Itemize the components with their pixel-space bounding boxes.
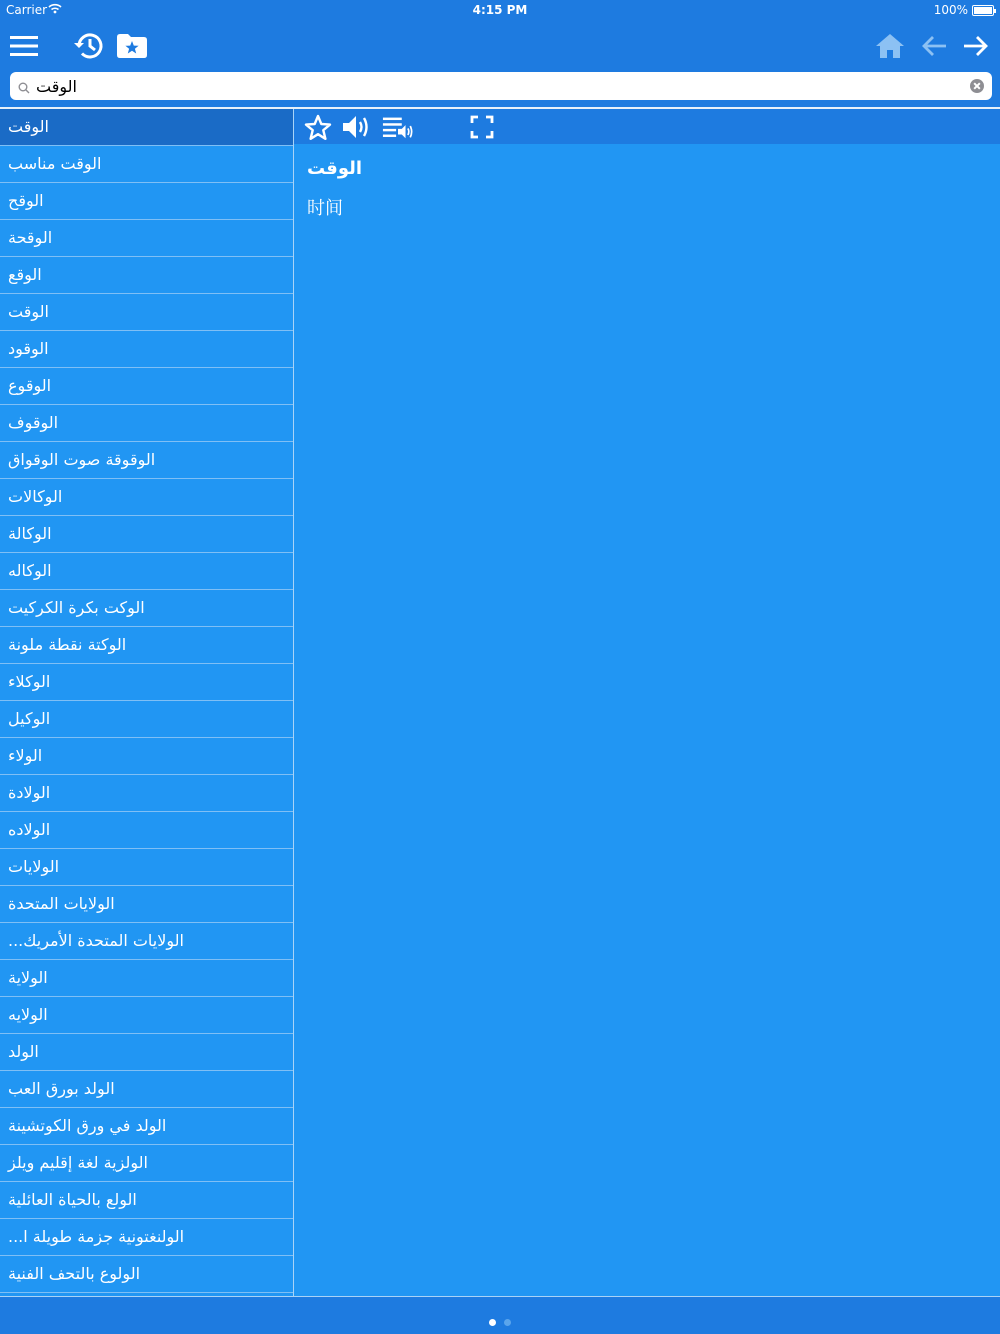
favorites-folder-icon[interactable] bbox=[112, 26, 152, 66]
list-item[interactable]: الولايات bbox=[0, 849, 293, 886]
fullscreen-icon[interactable] bbox=[466, 111, 498, 143]
list-item[interactable]: الوكت بكرة الكركيت bbox=[0, 590, 293, 627]
battery-percent: 100% bbox=[933, 3, 968, 17]
main-toolbar bbox=[0, 22, 1000, 70]
list-item[interactable]: الولزية لغة إقليم ويلز bbox=[0, 1145, 293, 1182]
list-item[interactable]: الوكالات bbox=[0, 479, 293, 516]
back-arrow-icon[interactable] bbox=[914, 26, 954, 66]
list-item[interactable]: الوقت مناسب bbox=[0, 146, 293, 183]
list-item[interactable]: الولد في ورق الكوتشينة bbox=[0, 1108, 293, 1145]
list-item[interactable]: الوقود bbox=[0, 331, 293, 368]
list-item[interactable]: الوقح bbox=[0, 183, 293, 220]
list-item[interactable]: الولادة bbox=[0, 775, 293, 812]
forward-arrow-icon[interactable] bbox=[956, 26, 996, 66]
page-dot[interactable] bbox=[489, 1319, 496, 1326]
list-item[interactable]: الولد bbox=[0, 1034, 293, 1071]
list-item[interactable]: الولوع بالتحف الفنية bbox=[0, 1256, 293, 1293]
status-bar bbox=[0, 0, 1000, 22]
list-item[interactable]: الولع بالحياة العائلية bbox=[0, 1182, 293, 1219]
list-item[interactable]: الولاده bbox=[0, 812, 293, 849]
page-indicator[interactable] bbox=[0, 1311, 1000, 1330]
playlist-audio-icon[interactable] bbox=[382, 111, 414, 143]
list-item[interactable]: الوقوقة صوت الوقواق bbox=[0, 442, 293, 479]
translation: 时间 bbox=[307, 198, 343, 219]
list-item[interactable]: الوقوف bbox=[0, 405, 293, 442]
list-item[interactable]: الوقحة bbox=[0, 220, 293, 257]
search-field[interactable] bbox=[10, 72, 992, 100]
speaker-icon[interactable] bbox=[340, 111, 372, 143]
battery-icon bbox=[972, 5, 994, 16]
star-icon[interactable] bbox=[302, 111, 334, 143]
menu-icon[interactable] bbox=[4, 26, 44, 66]
headword: الوقت bbox=[307, 158, 363, 179]
search-bar bbox=[0, 70, 1000, 107]
carrier-label: Carrier bbox=[6, 3, 48, 17]
list-item[interactable]: الولاء bbox=[0, 738, 293, 775]
list-item[interactable]: الوقت bbox=[0, 109, 293, 146]
list-item[interactable]: الولد بورق العب bbox=[0, 1071, 293, 1108]
list-item[interactable]: الوكلاء bbox=[0, 664, 293, 701]
list-item[interactable]: الوقع bbox=[0, 257, 293, 294]
list-item[interactable]: الولايات المتحدة bbox=[0, 886, 293, 923]
word-list[interactable] bbox=[0, 109, 293, 1296]
home-icon[interactable] bbox=[870, 26, 910, 66]
list-item[interactable]: الوكتة نقطة ملونة bbox=[0, 627, 293, 664]
list-item[interactable]: ...الولايات المتحدة الأمريك bbox=[0, 923, 293, 960]
definition-panel bbox=[294, 144, 1000, 1296]
list-item[interactable]: الوكاله bbox=[0, 553, 293, 590]
list-item[interactable]: الوكالة bbox=[0, 516, 293, 553]
list-item[interactable]: الوقت bbox=[0, 294, 293, 331]
page-dot[interactable] bbox=[504, 1319, 511, 1326]
clear-search-icon[interactable] bbox=[970, 79, 984, 93]
list-item[interactable]: الوكيل bbox=[0, 701, 293, 738]
detail-toolbar bbox=[294, 109, 1000, 144]
clock: 4:15 PM bbox=[472, 3, 528, 17]
bottom-bar bbox=[0, 1297, 1000, 1334]
history-icon[interactable] bbox=[68, 26, 108, 66]
list-item[interactable]: الولايه bbox=[0, 997, 293, 1034]
search-icon bbox=[18, 79, 30, 98]
list-item[interactable]: ...الولنغتونية جزمة طويلة ا bbox=[0, 1219, 293, 1256]
search-input[interactable] bbox=[36, 74, 956, 98]
list-item[interactable]: الوقوع bbox=[0, 368, 293, 405]
list-item[interactable]: الولاية bbox=[0, 960, 293, 997]
